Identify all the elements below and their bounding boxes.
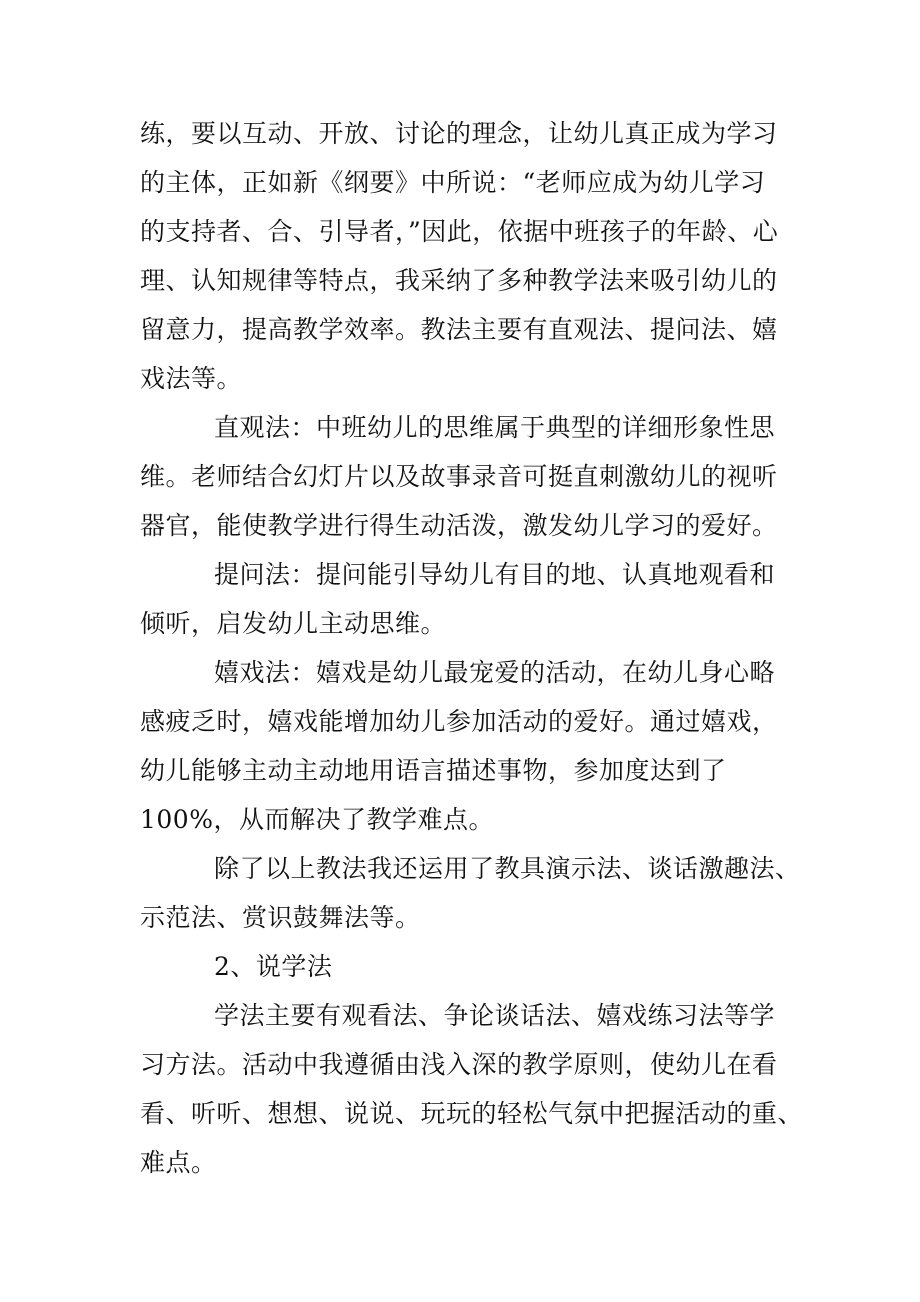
text-line: 维。老师结合幻灯片以及故事录音可挺直刺激幼儿的视听	[140, 462, 778, 491]
text-line: 练，要以互动、开放、讨论的理念，让幼儿真正成为学习	[140, 119, 778, 148]
text-line: 100%，从而解决了教学难点。	[140, 805, 494, 834]
text-line: 器官，能使教学进行得生动活泼，激发幼儿学习的爱好。	[140, 511, 778, 540]
text-line: 学法主要有观看法、争论谈话法、嬉戏练习法等学	[214, 1001, 776, 1030]
text-line: 感疲乏时，嬉戏能增加幼儿参加活动的爱好。通过嬉戏，	[140, 707, 778, 736]
paragraph-heading-questioning: 提问法：提问能引导幼儿有目的地、认真地观看和	[214, 560, 776, 589]
text-line: 习方法。活动中我遵循由浅入深的教学原则，使幼儿在看	[140, 1050, 778, 1079]
text-line: 戏法等。	[140, 364, 243, 393]
text-line: 理、认知规律等特点，我采纳了多种教学法来吸引幼儿的	[140, 266, 778, 295]
text-line: 看、听听、想想、说说、玩玩的轻松气氛中把握活动的重、	[140, 1099, 804, 1128]
paragraph-heading-game: 嬉戏法：嬉戏是幼儿最宠爱的活动，在幼儿身心略	[214, 658, 776, 687]
text-line: 示范法、赏识鼓舞法等。	[140, 903, 421, 932]
text-line: 倾听，启发幼儿主动思维。	[140, 609, 447, 638]
paragraph-heading-direct-observation: 直观法：中班幼儿的思维属于典型的详细形象性思	[214, 413, 776, 442]
text-line: 幼儿能够主动主动地用语言描述事物，参加度达到了	[140, 756, 727, 785]
text-line: 留意力，提高教学效率。教法主要有直观法、提问法、嬉	[140, 315, 778, 344]
text-line: 的支持者、合、引导者，”因此，依据中班孩子的年龄、心	[140, 217, 779, 246]
text-line: 除了以上教法我还运用了教具演示法、谈话激趣法、	[214, 854, 801, 883]
section-heading-learning-methods: 2、说学法	[214, 952, 333, 981]
text-line: 的主体，正如新《纲要》中所说：“老师应成为幼儿学习	[140, 168, 766, 197]
text-line: 难点。	[140, 1148, 217, 1177]
